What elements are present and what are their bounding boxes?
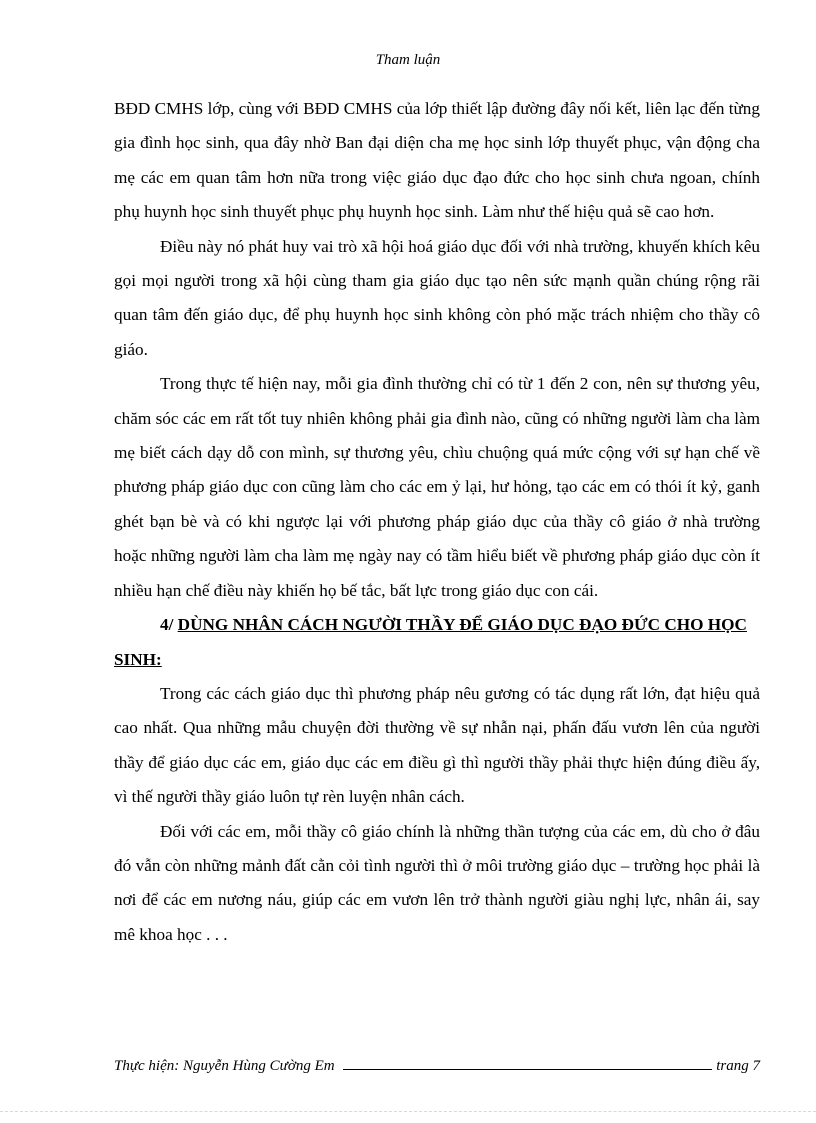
footer-page-number: trang 7 (716, 1058, 760, 1074)
footer-rule (343, 1055, 713, 1070)
page-boundary-divider (0, 1111, 816, 1112)
page-header: Tham luận (375, 52, 441, 68)
section-paragraph-2: Đối với các em, mỗi thầy cô giáo chính là những thần tượng của các em, dù cho ở đâu đó vẫn còn những mảnh đất cằn cỏi tình người thì ở môi trường giáo dục – trường học phải là nơi để các em nương náu, giúp các em vươn lên trở thành người giàu nghị lực, nhân ái, say mê khoa học . . . (114, 821, 760, 944)
paragraph-3: Trong thực tế hiện nay, mỗi gia đình thường chỉ có từ 1 đến 2 con, nên sự thương yêu, chăm sóc các em rất tốt tuy nhiên không phải gia đình nào, cũng có những người làm cha làm mẹ biết cách dạy dỗ con mình, sự thương yêu, chìu chuộng quá mức cộng với sự hạn chế về phương pháp giáo dục con cũng làm cho các em ỷ lại, hư hỏng, tạo các em có thói ít kỷ, ganh ghét bạn bè và có khi ngược lại với phương pháp giáo dục của thầy cô giáo ở nhà trường hoặc những người làm cha làm mẹ ngày nay có tầm hiểu biết về phương pháp giáo dục còn ít nhiều hạn chế điều này khiến họ bế tắc, bất lực trong giáo dục con cái. (114, 374, 760, 600)
section-heading (114, 608, 760, 677)
section-paragraph-1: Trong các cách giáo dục thì phương pháp nêu gương có tác dụng rất lớn, đạt hiệu quả cao nhất. Qua những mẫu chuyện đời thường về sự nhẫn nại, phấn đấu vươn lên của người thầy để giáo dục các em, giáo dục các em điều gì thì người thầy phải thực hiện đúng điều ấy, vì thế người thầy giáo luôn tự rèn luyện nhân cách. (114, 683, 760, 807)
section-number: 4/ (160, 615, 174, 635)
footer-author: Thực hiện: Nguyễn Hùng Cường Em (114, 1058, 335, 1074)
paragraph-1: BĐD CMHS lớp, cùng với BĐD CMHS của lớp thiết lập đường đây nối kết, liên lạc đến từng gia đình học sinh, qua đây nhờ Ban đại diện cha mẹ học sinh lớp thuyết phục, vận động cha mẹ các em quan tâm hơn nữa trong việc giáo dục đạo đức cho học sinh chưa ngoan, chính phụ huynh học sinh thuyết phục phụ huynh học sinh. Làm như thế hiệu quả sẽ cao hơn. (114, 99, 760, 222)
paragraph-2: Điều này nó phát huy vai trò xã hội hoá giáo dục đối với nhà trường, khuyến khích kêu gọi mọi người trong xã hội cùng tham gia giáo dục tạo nên sức mạnh quần chúng rộng rãi quan tâm đến giáo dục, để phụ huynh học sinh không còn phó mặc trách nhiệm cho thầy cô giáo. (114, 236, 760, 359)
page-footer (114, 1055, 760, 1075)
section-title: DÙNG NHÂN CÁCH NGƯỜI THẦY ĐỂ GIÁO DỤC ĐẠO ĐỨC CHO HỌC SINH: (114, 615, 747, 669)
document-body (114, 92, 760, 952)
